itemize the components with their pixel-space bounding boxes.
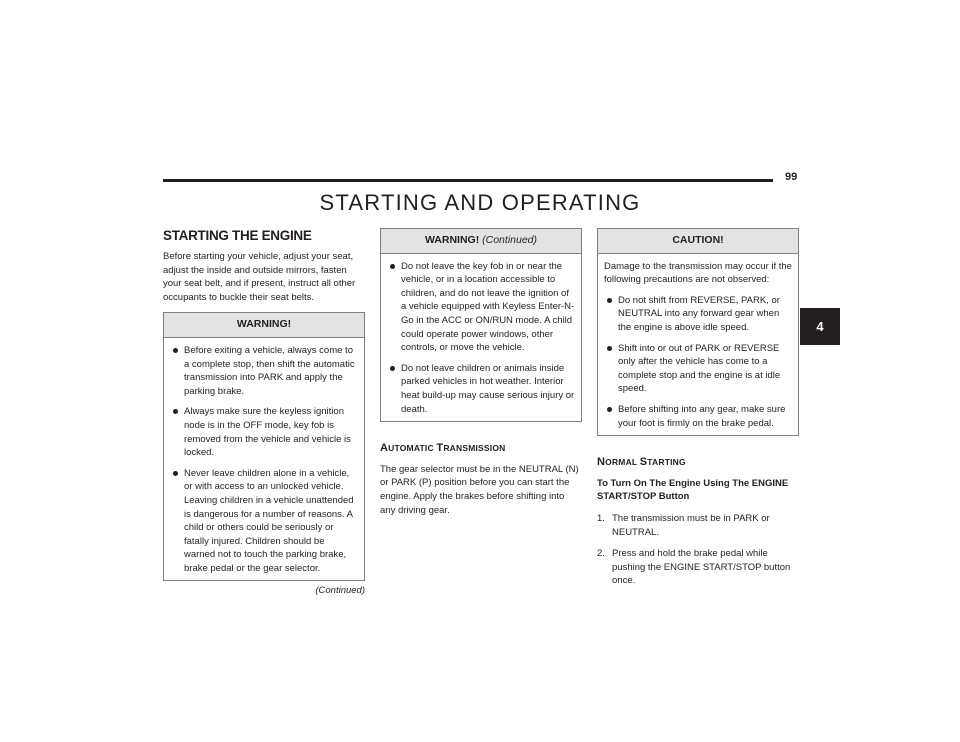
step-text: The transmission must be in PARK or NEUTRAL. — [612, 512, 770, 538]
caution-item — [604, 342, 792, 396]
step-item — [597, 512, 799, 539]
bullet-icon — [607, 346, 612, 351]
column-1 — [163, 228, 365, 598]
transmission-paragraph: The gear selector must be in the NEUTRAL (N) or PARK (P) position before you can start the engine. Apply the brakes before shifting into any driving gear. — [380, 463, 579, 516]
bullet-icon — [173, 409, 178, 414]
heading-initial: N — [597, 456, 606, 469]
caution-item-text: Before shifting into any gear, make sure your foot is firmly on the brake pedal. — [618, 403, 786, 429]
warning-item-text: Do not leave the key fob in or near the vehicle, or in a location accessible to children, and do not leave the ignition of a vehicle equipped with Keyless Enter-N-Go in the ACC or ON/RUN mode. A child could operate power windows, other controls, or move the vehicle. — [401, 260, 575, 354]
warning-title — [381, 229, 581, 254]
caution-intro: Damage to the transmission may occur if the following precautions are not observed: — [604, 260, 792, 286]
heading-initial: S — [639, 456, 648, 469]
warning-item — [170, 467, 358, 576]
warning-item — [170, 405, 358, 459]
intro-paragraph: Before starting your vehicle, adjust your seat, adjust the inside and outside mirrors, fasten your seat belt, and if present, instruct all other occupants to buckle their seat belts. — [163, 251, 356, 303]
warning-list — [170, 344, 358, 576]
warning-title-text: WARNING! — [424, 234, 480, 246]
bullet-icon — [607, 407, 612, 412]
normal-starting-heading — [597, 456, 799, 470]
warning-box — [163, 312, 365, 581]
bullet-icon — [173, 348, 178, 353]
caution-item-text: Do not shift from REVERSE, PARK, or NEUTRAL into any forward gear when the engine is above idle speed. — [618, 294, 780, 333]
continued-label: (Continued) — [315, 585, 365, 597]
caution-box — [597, 228, 799, 436]
bullet-icon — [390, 264, 395, 269]
bullet-icon — [173, 471, 178, 476]
step-number: 2. — [597, 548, 605, 560]
warning-box-continued — [380, 228, 582, 422]
caution-item-text: Shift into or out of PARK or REVERSE only after the vehicle has come to a complete stop and the engine is at idle speed. — [618, 342, 781, 395]
chapter-title: STARTING AND OPERATING — [319, 190, 641, 215]
page-number: 99 — [785, 171, 798, 183]
warning-list — [387, 260, 575, 417]
warning-item-text: Before exiting a vehicle, always come to a complete stop, then shift the automatic transmission into PARK and apply the parking brake. — [184, 344, 355, 397]
column-2 — [380, 228, 582, 525]
step-number: 1. — [597, 512, 605, 524]
warning-item — [387, 362, 575, 416]
step-item — [597, 547, 799, 588]
step-text: Press and hold the brake pedal while pushing the ENGINE START/STOP button once. — [612, 548, 791, 587]
warning-item — [387, 260, 575, 355]
heading-rest: RANSMISSION — [443, 443, 506, 454]
heading-rest: TARTING — [647, 457, 686, 468]
steps-list — [597, 512, 799, 588]
automatic-transmission-heading — [380, 442, 582, 456]
warning-item-text: Do not leave children or animals inside parked vehicles in hot weather. Interior heat build-up may cause serious injury or death. — [401, 362, 575, 415]
caution-list — [604, 294, 792, 430]
warning-title: WARNING! — [164, 313, 364, 338]
warning-item — [170, 344, 358, 398]
caution-item — [604, 294, 792, 335]
header-rule — [163, 179, 773, 182]
heading-rest: ORMAL — [605, 457, 640, 468]
warning-item-text: Never leave children alone in a vehicle, or with access to an unlocked vehicle. Leaving children in a vehicle unattended is dangerous for a number of reasons. A child or others could be seriously or fatally injured. Children should be warned not to touch the parking brake, brake pedal or the gear selector. — [184, 467, 354, 574]
bullet-icon — [390, 366, 395, 371]
heading-initial: T — [436, 442, 444, 455]
run-heading: To Turn On The Engine Using The ENGINE START/STOP Button — [597, 477, 789, 503]
warning-title-suffix: (Continued) — [482, 234, 538, 246]
column-3 — [597, 228, 799, 596]
warning-item-text: Always make sure the keyless ignition node is in the OFF mode, key fob is removed from the vehicle and vehicle is locked. — [184, 406, 351, 459]
section-heading: STARTING THE ENGINE — [163, 228, 312, 243]
bullet-icon — [607, 298, 612, 303]
heading-rest: UTOMATIC — [388, 443, 437, 454]
chapter-tab[interactable]: 4 — [800, 308, 840, 345]
caution-title: CAUTION! — [598, 229, 798, 254]
caution-item — [604, 403, 792, 430]
heading-initial: A — [380, 442, 389, 455]
